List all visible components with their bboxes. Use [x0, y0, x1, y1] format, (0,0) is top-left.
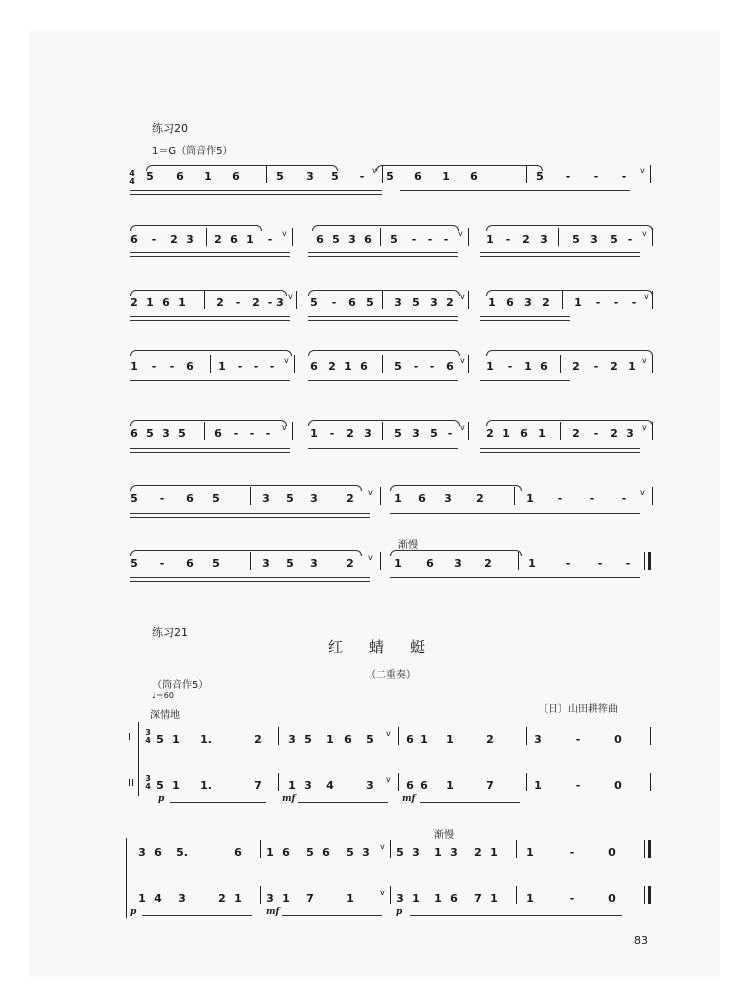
tempo-mark-slowing: 渐慢 — [398, 540, 418, 551]
note: 5 — [156, 733, 164, 746]
note: 6 — [282, 846, 290, 859]
note: - — [249, 427, 255, 440]
note: - — [447, 427, 453, 440]
note: 6 — [520, 427, 528, 440]
note: - — [569, 892, 575, 905]
note: 3 — [186, 233, 194, 246]
note: 1 — [246, 233, 254, 246]
note: 2 — [610, 427, 618, 440]
note: - — [151, 360, 157, 373]
tempo-marking: ♩＝60 — [152, 691, 174, 700]
note: 6 — [420, 779, 428, 792]
note: 1 — [172, 733, 180, 746]
note: 3 — [444, 492, 452, 505]
note: 3 — [430, 296, 438, 309]
note: - — [267, 296, 273, 309]
note: - — [565, 170, 571, 183]
note: 5 — [412, 296, 420, 309]
note: 6 — [186, 557, 194, 570]
exercise-20-key: 1＝G（筒音作5） — [152, 146, 233, 157]
note: 1 — [310, 427, 318, 440]
note: 5 — [130, 557, 138, 570]
note: 1 — [526, 892, 534, 905]
note: 6 — [406, 779, 414, 792]
note: 6 — [130, 427, 138, 440]
note: 5 — [366, 296, 374, 309]
note: 3 — [348, 233, 356, 246]
note: 1 — [524, 360, 532, 373]
note: 5 — [212, 492, 220, 505]
note: - — [569, 846, 575, 859]
note: 1 — [490, 846, 498, 859]
note: 1 — [130, 360, 138, 373]
dynamic-mark: mf — [266, 907, 280, 917]
note: - — [265, 427, 271, 440]
composer-credit: 〔日〕山田耕筰曲 — [538, 704, 618, 715]
note: 5 — [610, 233, 618, 246]
note: 3 — [626, 427, 634, 440]
note: 1 — [534, 779, 542, 792]
note: 2 — [522, 233, 530, 246]
note: 5 — [310, 296, 318, 309]
time-signature: 3 4 — [145, 728, 151, 745]
note: 5 — [178, 427, 186, 440]
note: 2 — [572, 360, 580, 373]
note: 5 — [286, 557, 294, 570]
note: - — [159, 557, 165, 570]
note: 0 — [614, 733, 622, 746]
note: 3 — [138, 846, 146, 859]
note: 3 — [364, 427, 372, 440]
note: 3 — [276, 296, 284, 309]
note: 1 — [234, 892, 242, 905]
note: 6 — [186, 492, 194, 505]
note: - — [331, 296, 337, 309]
note: - — [565, 557, 571, 570]
note: 6 — [348, 296, 356, 309]
note: - — [597, 557, 603, 570]
note: 3 — [306, 170, 314, 183]
note: 4 — [154, 892, 162, 905]
note: 1 — [394, 492, 402, 505]
note: 2 — [446, 296, 454, 309]
note: 2 — [328, 360, 336, 373]
note: 1 — [488, 296, 496, 309]
note: 7 — [306, 892, 314, 905]
note: 1. — [200, 733, 212, 746]
note: 1 — [344, 360, 352, 373]
note: 6 — [418, 492, 426, 505]
note: 3 — [288, 733, 296, 746]
note: 1 — [146, 296, 154, 309]
note: 2 — [252, 296, 260, 309]
note: 1 — [486, 360, 494, 373]
dynamic-mark: mf — [282, 794, 296, 804]
note: - — [589, 492, 595, 505]
note: 6 — [446, 360, 454, 373]
note: 3 — [262, 557, 270, 570]
exercise-20-title: 练习20 — [152, 122, 188, 135]
note: 5 — [332, 233, 340, 246]
voice-2-label: II — [128, 778, 134, 789]
song-subtitle: （二重奏） — [366, 670, 416, 681]
note: - — [329, 427, 335, 440]
expression-mark: 深情地 — [150, 710, 180, 721]
note: 6 — [234, 846, 242, 859]
dynamic-mark: p — [130, 907, 137, 917]
dynamic-mark: mf — [402, 794, 416, 804]
note: 3 — [396, 892, 404, 905]
note: 5 — [130, 492, 138, 505]
note: 3 — [310, 557, 318, 570]
note: 3 — [362, 846, 370, 859]
note: 1 — [526, 492, 534, 505]
note: 3 — [394, 296, 402, 309]
note: - — [575, 733, 581, 746]
note: 3 — [412, 427, 420, 440]
note: - — [505, 233, 511, 246]
note: - — [237, 360, 243, 373]
note: 6 — [322, 846, 330, 859]
time-signature: 3 4 — [145, 774, 151, 791]
note: 6 — [360, 360, 368, 373]
score-page: 练习20 1＝G（筒音作5） 4 4 5 6 1 6 5 3 5 - v 5 6 1 6 5 - - - v 6 - 2 3 2 6 1 - v 6 5 3 6 5 - - - v 1 - 2 3 5 3 5 - v 2 1 6 1 2 - 2 - 3 v 5 - 6 5 3 5 3 2 v 1 6 3 2 1 - - - v 1 - - 6 1 - - - v 6 2 1 6 5 - - 6 v 1 - 1 6 2 - 2 1 v 6 5 3 5 6 - - - v 1 - 2 3 5 3 5 - v 2 1 6 1 2 - 2 3 v 5 - 6 5 3 5 3 2 v 1 6 3 2 1 - - - v 渐慢 5 - 6 5 3 5 3 2 v 1 6 3 2 1 - - - 练习21 红蜻蜓 （二重奏） （筒音作5） ♩＝60 深情地 〔日〕山田耕筰曲 I II 3 4 3 4 5 1 1. 2 3 5 1 6 5 v 6 1 1 2 3 - 0 5 1 1. 7 1 3 4 3 v 6 6 1 7 1 - 0 p mf mf 渐慢 3 6 5. 6 1 6 5 6 5 3 v 5 3 1 3 2 1 1 - 0 1 4 3 2 1 3 1 7 1 v 3 1 1 6 7 1 1 - 0 p mf p 83 — [30, 30, 720, 977]
note: 4 — [326, 779, 334, 792]
note: 2 — [346, 492, 354, 505]
note: - — [427, 233, 433, 246]
note: 5 — [306, 846, 314, 859]
note: 5 — [572, 233, 580, 246]
note: - — [413, 360, 419, 373]
note: 6 — [344, 733, 352, 746]
note: 6 — [130, 233, 138, 246]
note: 1 — [434, 846, 442, 859]
note: 1 — [434, 892, 442, 905]
note: 5 — [536, 170, 544, 183]
note: 1 — [446, 733, 454, 746]
note: - — [411, 233, 417, 246]
note: 5 — [286, 492, 294, 505]
note: - — [359, 170, 365, 183]
note: 6 — [470, 170, 478, 183]
note: - — [269, 360, 275, 373]
note: 7 — [474, 892, 482, 905]
tempo-mark-slowing: 渐慢 — [434, 830, 454, 841]
note: 1 — [138, 892, 146, 905]
note: 5 — [331, 170, 339, 183]
note: 1 — [178, 296, 186, 309]
note: 3 — [266, 892, 274, 905]
note: - — [593, 360, 599, 373]
note: 7 — [486, 779, 494, 792]
note: - — [169, 360, 175, 373]
note: - — [235, 296, 241, 309]
time-signature: 4 4 — [129, 169, 135, 186]
note: 1 — [346, 892, 354, 905]
note: 2 — [254, 733, 262, 746]
dynamic-mark: p — [396, 907, 403, 917]
note: 1 — [490, 892, 498, 905]
note: 5 — [146, 427, 154, 440]
note: 2 — [130, 296, 138, 309]
note: 6 — [154, 846, 162, 859]
note: 5 — [146, 170, 154, 183]
note: 1 — [288, 779, 296, 792]
note: 7 — [254, 779, 262, 792]
note: 2 — [346, 427, 354, 440]
note: 6 — [186, 360, 194, 373]
note: 3 — [162, 427, 170, 440]
note: 1 — [266, 846, 274, 859]
note: 3 — [178, 892, 186, 905]
note: 0 — [608, 892, 616, 905]
note: 1 — [502, 427, 510, 440]
note: 1 — [172, 779, 180, 792]
note: - — [151, 233, 157, 246]
note: 3 — [590, 233, 598, 246]
note: 5 — [394, 427, 402, 440]
note: 1 — [538, 427, 546, 440]
note: 1 — [446, 779, 454, 792]
note: - — [621, 492, 627, 505]
page-number: 83 — [634, 934, 648, 947]
note: 1 — [628, 360, 636, 373]
note: 3 — [412, 846, 420, 859]
note: 5 — [430, 427, 438, 440]
note: 1 — [526, 846, 534, 859]
note: 3 — [304, 779, 312, 792]
note: - — [621, 170, 627, 183]
note: 2 — [610, 360, 618, 373]
note: 6 — [506, 296, 514, 309]
dynamic-mark: p — [158, 794, 165, 804]
note: 2 — [484, 557, 492, 570]
note: 6 — [414, 170, 422, 183]
note: 5 — [390, 233, 398, 246]
note: 6 — [426, 557, 434, 570]
note: 5 — [394, 360, 402, 373]
note: 6 — [176, 170, 184, 183]
note: 1 — [528, 557, 536, 570]
note: 3 — [310, 492, 318, 505]
note: 1 — [204, 170, 212, 183]
song-title: 红蜻蜓 — [328, 638, 452, 656]
note: 2 — [218, 892, 226, 905]
note: 2 — [476, 492, 484, 505]
note: - — [625, 557, 631, 570]
note: 5 — [212, 557, 220, 570]
note: 6 — [310, 360, 318, 373]
note: 6 — [316, 233, 324, 246]
note: - — [267, 233, 273, 246]
note: - — [631, 296, 637, 309]
note: 2 — [170, 233, 178, 246]
note: 6 — [162, 296, 170, 309]
note: 6 — [214, 427, 222, 440]
note: - — [507, 360, 513, 373]
note: 5 — [366, 733, 374, 746]
note: - — [613, 296, 619, 309]
note: 2 — [214, 233, 222, 246]
note: 5 — [156, 779, 164, 792]
note: 5 — [396, 846, 404, 859]
note: 1 — [326, 733, 334, 746]
note: 2 — [474, 846, 482, 859]
note: 3 — [262, 492, 270, 505]
note: 3 — [454, 557, 462, 570]
exercise-21-title: 练习21 — [152, 626, 188, 639]
note: 2 — [572, 427, 580, 440]
note: 5. — [176, 846, 188, 859]
note: 1 — [574, 296, 582, 309]
note: 1 — [420, 733, 428, 746]
note: 0 — [608, 846, 616, 859]
note: 1 — [442, 170, 450, 183]
exercise-21-key: （筒音作5） — [152, 680, 209, 691]
note: 6 — [406, 733, 414, 746]
note: 5 — [386, 170, 394, 183]
note: 1 — [394, 557, 402, 570]
note: 3 — [534, 733, 542, 746]
note: 6 — [230, 233, 238, 246]
note: - — [627, 233, 633, 246]
note: 2 — [542, 296, 550, 309]
note: 1 — [282, 892, 290, 905]
note: 1. — [200, 779, 212, 792]
note: 3 — [366, 779, 374, 792]
note: - — [575, 779, 581, 792]
note: 1 — [412, 892, 420, 905]
note: - — [557, 492, 563, 505]
voice-1-label: I — [128, 732, 131, 743]
note: 5 — [304, 733, 312, 746]
note: - — [595, 296, 601, 309]
note: 5 — [346, 846, 354, 859]
note: 2 — [486, 427, 494, 440]
note: 6 — [364, 233, 372, 246]
note: - — [593, 427, 599, 440]
note: 1 — [486, 233, 494, 246]
note: 6 — [232, 170, 240, 183]
note: - — [233, 427, 239, 440]
note: 5 — [276, 170, 284, 183]
note: 6 — [540, 360, 548, 373]
note: - — [593, 170, 599, 183]
note: 3 — [540, 233, 548, 246]
note: 2 — [486, 733, 494, 746]
note: 1 — [218, 360, 226, 373]
note: 3 — [450, 846, 458, 859]
note: 0 — [614, 779, 622, 792]
note: - — [429, 360, 435, 373]
note: - — [159, 492, 165, 505]
note: 6 — [450, 892, 458, 905]
note: 2 — [346, 557, 354, 570]
note: - — [253, 360, 259, 373]
note: 3 — [524, 296, 532, 309]
note: - — [443, 233, 449, 246]
note: 2 — [216, 296, 224, 309]
